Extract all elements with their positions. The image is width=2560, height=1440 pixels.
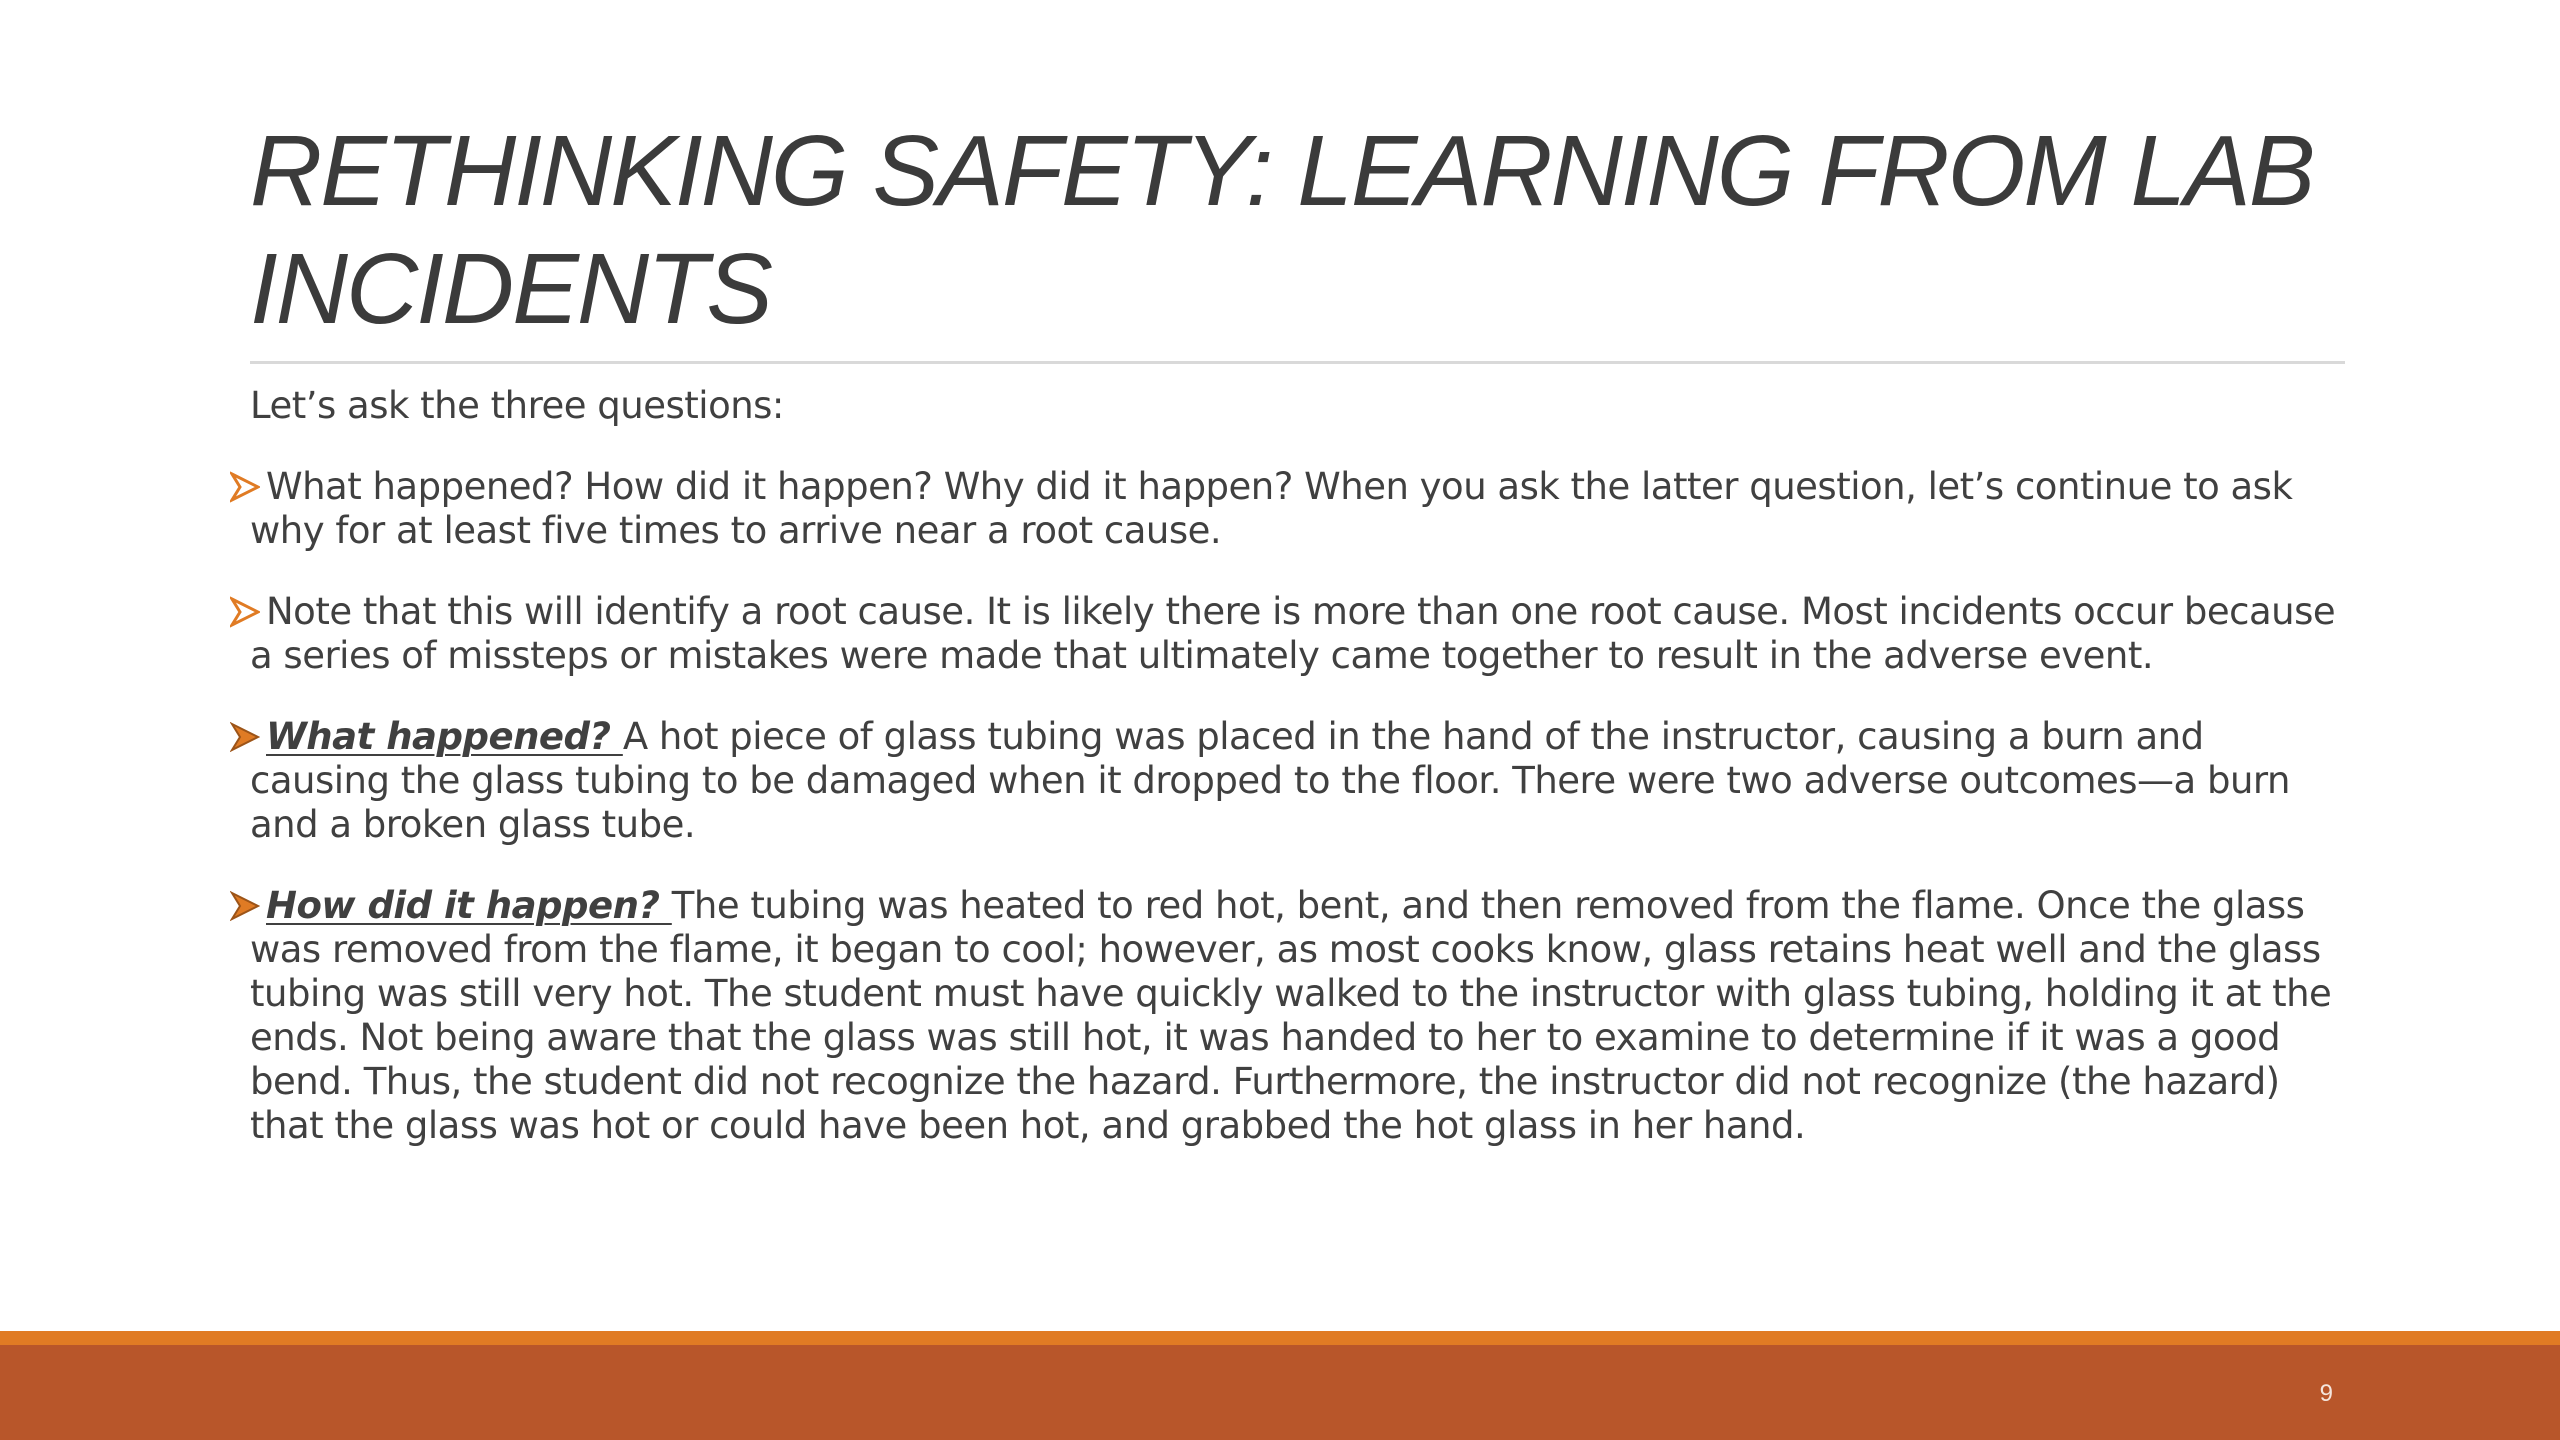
intro-text: Let’s ask the three questions: xyxy=(250,384,784,427)
bullet-lead-text: How did it happen? xyxy=(266,884,672,927)
arrowhead-bullet-icon xyxy=(230,471,260,503)
bullet-text: Note that this will identify a root cause. It is likely there is more than one root cause. Most incidents occur because a series of missteps or mistakes were made that ultimately came together to result in the adverse event. xyxy=(250,590,2336,677)
bullet-item xyxy=(250,884,2350,1148)
bullet-item xyxy=(250,465,2350,553)
slide-title: RETHINKING SAFETY: LEARNING FROM LAB INCIDENTS xyxy=(250,115,2314,345)
footer-accent-stripe xyxy=(0,1331,2560,1345)
slide-body xyxy=(250,384,2350,1185)
page-number: 9 xyxy=(2319,1380,2333,1407)
arrowhead-bullet-icon xyxy=(230,596,260,628)
bullet-text: What happened? How did it happen? Why did it happen? When you ask the latter question, let’s continue to ask why for at least five times to arrive near a root cause. xyxy=(250,465,2293,552)
bullet-text: The tubing was heated to red hot, bent, and then removed from the flame. Once the glass was removed from the flame, it began to cool; however, as most cooks know, glass retains heat well and the glass tubing was still very hot. The student must have quickly walked to the instructor with glass tubing, holding it at the ends. Not being aware that the glass was still hot, it was handed to her to examine to determine if it was a good bend. Thus, the student did not recognize the hazard. Furthermore, the instructor did not recognize (the hazard) that the glass was hot or could have been hot, and grabbed the hot glass in her hand. xyxy=(250,884,2332,1147)
bullet-item xyxy=(250,590,2350,678)
title-divider xyxy=(250,361,2345,364)
footer-bar xyxy=(0,1345,2560,1440)
bullet-item xyxy=(250,715,2350,847)
arrowhead-bullet-icon xyxy=(230,890,260,922)
bullet-text: A hot piece of glass tubing was placed in the hand of the instructor, causing a burn and causing the glass tubing to be damaged when it dropped to the floor. There were two adverse outcomes—a burn and a broken glass tube. xyxy=(250,715,2290,846)
arrowhead-bullet-icon xyxy=(230,721,260,753)
bullet-lead-text: What happened? xyxy=(266,715,623,758)
